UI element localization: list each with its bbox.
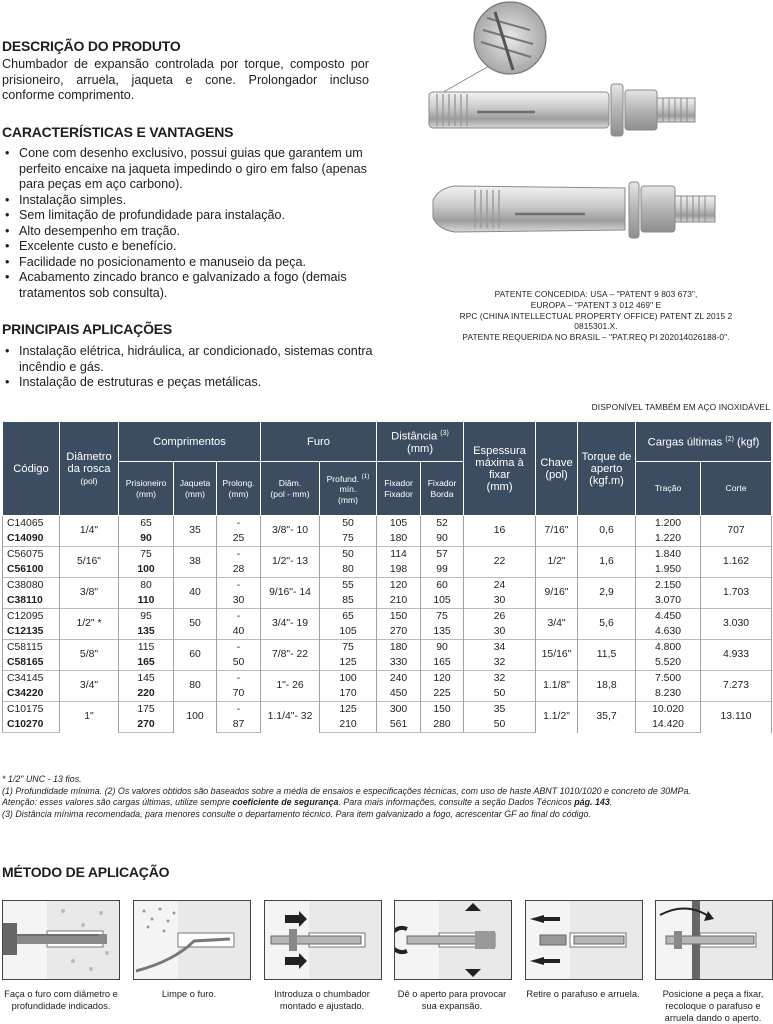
cell-dist-fixador: 180 — [377, 531, 421, 547]
cell-jaqueta: 50 — [174, 609, 217, 640]
subheader-fixador-fixador: Fixador Fixador — [377, 462, 421, 516]
cell-codigo: C10175 — [3, 702, 60, 718]
cell-profund: 50 — [320, 516, 377, 532]
cell-chave: 15/16" — [536, 640, 578, 671]
cell-dist-borda: 99 — [421, 562, 464, 578]
cell-profund: 210 — [320, 717, 377, 733]
note-line: * 1/2" UNC - 13 fios. — [2, 774, 82, 784]
cell-jaqueta: 38 — [174, 547, 217, 578]
table-row — [3, 624, 772, 640]
step-5-caption: Retire o parafuso e arruela. — [526, 989, 640, 999]
cell-dist-borda: 150 — [421, 702, 464, 718]
cell-diametro: 5/8" — [60, 640, 119, 671]
table-row — [3, 686, 772, 702]
cell-prisioneiro: 270 — [119, 717, 174, 733]
step-1-caption: Faça o furo com diâmetro e profundidade indicados. — [4, 989, 118, 1011]
cell-jaqueta: 40 — [174, 578, 217, 609]
table-row — [3, 531, 772, 547]
table-row — [3, 702, 772, 718]
cell-prisioneiro: 135 — [119, 624, 174, 640]
cell-furo-diam: 9/16"- 14 — [261, 578, 320, 609]
cell-prolong: - — [217, 547, 261, 563]
cell-codigo: C38080 — [3, 578, 60, 594]
product-description: Chumbador de expansão controlada por torque, composto por prisioneiro, arruela, jaqueta e cone. Prolongador incluso conforme comprimento. — [2, 57, 369, 102]
cell-espessura: 24 — [464, 578, 536, 594]
applications-list — [2, 344, 386, 391]
subheader-jaqueta: Jaqueta (mm) — [174, 462, 217, 516]
table-row — [3, 562, 772, 578]
cell-dist-borda: 90 — [421, 531, 464, 547]
feature-item: • Excelente custo e benefício. — [2, 239, 370, 255]
cell-dist-borda: 57 — [421, 547, 464, 563]
cell-corte: 707 — [701, 516, 772, 547]
feature-item: • Instalação simples. — [2, 193, 370, 209]
cell-dist-fixador: 300 — [377, 702, 421, 718]
header-chave: Chave (pol) — [536, 422, 578, 516]
note-line: (1) Profundidade mínima. (2) Os valores obtidos são baseados sobre a média de ensaios e especificações técnicas, com uso de haste ABNT 1010/1020 e concreto de 30MPa. — [2, 785, 691, 796]
cell-codigo: C34220 — [3, 686, 60, 702]
cell-codigo: C58165 — [3, 655, 60, 671]
section-title-caracteristicas: CARACTERÍSTICAS E VANTAGENS — [2, 124, 234, 140]
cell-codigo: C14090 — [3, 531, 60, 547]
cell-espessura: 26 — [464, 609, 536, 625]
cell-furo-diam: 3/8"- 10 — [261, 516, 320, 547]
cell-corte: 7.273 — [701, 671, 772, 702]
table-row — [3, 717, 772, 733]
cell-codigo: C58115 — [3, 640, 60, 656]
cell-prisioneiro: 65 — [119, 516, 174, 532]
cell-profund: 100 — [320, 671, 377, 687]
cell-prolong: - — [217, 516, 261, 532]
cell-torque: 1,6 — [578, 547, 636, 578]
cell-dist-borda: 135 — [421, 624, 464, 640]
cell-profund: 75 — [320, 640, 377, 656]
table-notes — [2, 774, 770, 820]
header-comprimentos: Comprimentos — [119, 422, 261, 462]
cell-prolong: 40 — [217, 624, 261, 640]
cell-prisioneiro: 90 — [119, 531, 174, 547]
cell-tracao: 4.450 — [636, 609, 701, 625]
cell-prolong: 25 — [217, 531, 261, 547]
cell-jaqueta: 60 — [174, 640, 217, 671]
cell-corte: 4.933 — [701, 640, 772, 671]
cell-furo-diam: 7/8"- 22 — [261, 640, 320, 671]
section-title-metodo: MÉTODO DE APLICAÇÃO — [2, 864, 170, 880]
step-6-illustration — [655, 900, 773, 980]
cell-dist-borda: 52 — [421, 516, 464, 532]
cell-diametro: 3/8" — [60, 578, 119, 609]
cell-prisioneiro: 95 — [119, 609, 174, 625]
step-1-illustration — [2, 900, 120, 980]
cell-furo-diam: 1/2"- 13 — [261, 547, 320, 578]
cell-espessura: 16 — [464, 516, 536, 547]
cell-codigo: C38110 — [3, 593, 60, 609]
cell-dist-borda: 225 — [421, 686, 464, 702]
cell-prisioneiro: 75 — [119, 547, 174, 563]
cell-chave: 3/4" — [536, 609, 578, 640]
header-furo: Furo — [261, 422, 377, 462]
cell-chave: 1/2" — [536, 547, 578, 578]
cell-codigo: C12135 — [3, 624, 60, 640]
cell-chave: 7/16" — [536, 516, 578, 547]
cell-diametro: 5/16" — [60, 547, 119, 578]
step-4-caption: Dê o aperto para provocar sua expansão. — [397, 989, 507, 1011]
header-torque: Torque de aperto (kgf.m) — [578, 422, 636, 516]
cell-profund: 50 — [320, 547, 377, 563]
cell-furo-diam: 3/4"- 19 — [261, 609, 320, 640]
cell-prisioneiro: 80 — [119, 578, 174, 594]
cell-espessura: 50 — [464, 717, 536, 733]
cell-prolong: - — [217, 702, 261, 718]
cell-tracao: 4.630 — [636, 624, 701, 640]
header-distancia: Distância $^{(3)}$ (mm) — [377, 422, 464, 462]
cell-torque: 0,6 — [578, 516, 636, 547]
table-row — [3, 547, 772, 563]
step-4-illustration — [394, 900, 512, 980]
header-cargas: Cargas últimas $^{(2)}$ (kgf) — [636, 422, 772, 462]
cell-torque: 18,8 — [578, 671, 636, 702]
cell-dist-borda: 90 — [421, 640, 464, 656]
note-line: Atenção: esses valores são cargas últimas, utilize sempre coeficiente de segurança. Para mais informações, consulte a seção Dados Técnicos pág. 143. — [2, 797, 613, 807]
application-item: • Instalação elétrica, hidráulica, ar condicionado, sistemas contra incêndio e gás. — [2, 344, 386, 375]
cell-chave: 1.1/8" — [536, 671, 578, 702]
cell-prolong: - — [217, 578, 261, 594]
cell-dist-fixador: 210 — [377, 593, 421, 609]
cell-furo-diam: 1"- 26 — [261, 671, 320, 702]
cell-espessura: 32 — [464, 655, 536, 671]
cell-jaqueta: 100 — [174, 702, 217, 733]
cell-prolong: - — [217, 640, 261, 656]
spec-table — [2, 421, 772, 733]
patent-line: EUROPA – "PATENT 3 012 469" E — [530, 299, 662, 310]
cell-prisioneiro: 175 — [119, 702, 174, 718]
cell-prolong: 50 — [217, 655, 261, 671]
table-row — [3, 593, 772, 609]
cell-tracao: 1.950 — [636, 562, 701, 578]
product-anchor-illustration — [415, 0, 765, 270]
cell-jaqueta: 35 — [174, 516, 217, 547]
cell-profund: 125 — [320, 655, 377, 671]
cell-espessura: 32 — [464, 671, 536, 687]
cell-dist-fixador: 240 — [377, 671, 421, 687]
cell-tracao: 8.230 — [636, 686, 701, 702]
step-3-illustration — [264, 900, 382, 980]
subheader-prisioneiro: Prisioneiro (mm) — [119, 462, 174, 516]
cell-corte: 1.703 — [701, 578, 772, 609]
cell-furo-diam: 1.1/4"- 32 — [261, 702, 320, 733]
subheader-diam: Diâm. (pol - mm) — [261, 462, 320, 516]
cell-tracao: 1.220 — [636, 531, 701, 547]
header-espessura: Espessura máxima à fixar (mm) — [464, 422, 536, 516]
header-codigo: Código — [3, 422, 60, 516]
cell-codigo: C56075 — [3, 547, 60, 563]
feature-item: • Sem limitação de profundidade para instalação. — [2, 208, 370, 224]
cell-tracao: 4.800 — [636, 640, 701, 656]
cell-torque: 11,5 — [578, 640, 636, 671]
cell-jaqueta: 80 — [174, 671, 217, 702]
cell-tracao: 2.150 — [636, 578, 701, 594]
cell-profund: 125 — [320, 702, 377, 718]
table-row — [3, 516, 772, 532]
cell-dist-fixador: 114 — [377, 547, 421, 563]
cell-prisioneiro: 145 — [119, 671, 174, 687]
cell-corte: 13.110 — [701, 702, 772, 733]
cell-chave: 9/16" — [536, 578, 578, 609]
table-row — [3, 655, 772, 671]
feature-item: • Cone com desenho exclusivo, possui guias que garantem um perfeito encaixe na jaqueta impedindo o giro em falso (apenas para peças em aço carbono). — [2, 146, 370, 193]
cell-dist-fixador: 198 — [377, 562, 421, 578]
cell-codigo: C56100 — [3, 562, 60, 578]
section-title-descricao: DESCRIÇÃO DO PRODUTO — [2, 38, 181, 54]
cell-dist-fixador: 270 — [377, 624, 421, 640]
cell-torque: 5,6 — [578, 609, 636, 640]
subheader-tracao: Tração — [636, 462, 701, 516]
cell-prolong: 87 — [217, 717, 261, 733]
table-row — [3, 578, 772, 594]
cell-diametro: 1" — [60, 702, 119, 733]
table-row — [3, 671, 772, 687]
step-2-illustration — [133, 900, 251, 980]
cell-codigo: C34145 — [3, 671, 60, 687]
cell-espessura: 30 — [464, 624, 536, 640]
cell-prolong: - — [217, 609, 261, 625]
table-row — [3, 609, 772, 625]
cell-chave: 1.1/2" — [536, 702, 578, 733]
cell-tracao: 7.500 — [636, 671, 701, 687]
cell-espessura: 22 — [464, 547, 536, 578]
cell-tracao: 3.070 — [636, 593, 701, 609]
cell-espessura: 50 — [464, 686, 536, 702]
cell-dist-fixador: 180 — [377, 640, 421, 656]
cell-profund: 65 — [320, 609, 377, 625]
stainless-availability-note: DISPONÍVEL TAMBÉM EM AÇO INOXIDÁVEL — [591, 402, 770, 412]
cell-codigo: C10270 — [3, 717, 60, 733]
cell-codigo: C14065 — [3, 516, 60, 532]
cell-diametro: 1/2" * — [60, 609, 119, 640]
note-line: (3) Distância mínima recomendada, para menores consulte o departamento técnico. Para item galvanizado a fogo, acrescentar GF ao final do código. — [2, 808, 591, 819]
cell-dist-fixador: 330 — [377, 655, 421, 671]
cell-prolong: 28 — [217, 562, 261, 578]
feature-item: • Facilidade no posicionamento e manuseio da peça. — [2, 255, 370, 271]
features-list — [2, 146, 370, 301]
cell-dist-fixador: 450 — [377, 686, 421, 702]
cell-prolong: 30 — [217, 593, 261, 609]
cell-dist-borda: 280 — [421, 717, 464, 733]
cell-dist-borda: 120 — [421, 671, 464, 687]
cell-prisioneiro: 115 — [119, 640, 174, 656]
cell-dist-borda: 75 — [421, 609, 464, 625]
feature-item: • Acabamento zincado branco e galvanizado a fogo (demais tratamentos sob consulta). — [2, 270, 370, 301]
step-5-illustration — [525, 900, 643, 980]
cell-tracao: 14.420 — [636, 717, 701, 733]
cell-corte: 3.030 — [701, 609, 772, 640]
cell-dist-borda: 60 — [421, 578, 464, 594]
patent-line: PATENTE REQUERIDA NO BRASIL – "PAT.REQ PI 202014026188-0". — [462, 332, 730, 343]
subheader-profund: Profund. $^{(1)}$ mín. (mm) — [320, 462, 377, 516]
patent-line: RPC (CHINA INTELLECTUAL PROPERTY OFFICE) PATENT ZL 2015 2 0815301.X. — [459, 310, 733, 332]
cell-prisioneiro: 165 — [119, 655, 174, 671]
cell-prisioneiro: 220 — [119, 686, 174, 702]
patent-info — [438, 289, 754, 343]
cell-dist-fixador: 120 — [377, 578, 421, 594]
feature-item: • Alto desempenho em tração. — [2, 224, 370, 240]
cell-corte: 1.162 — [701, 547, 772, 578]
cell-codigo: C12095 — [3, 609, 60, 625]
cell-diametro: 3/4" — [60, 671, 119, 702]
cell-prolong: 70 — [217, 686, 261, 702]
cell-prolong: - — [217, 671, 261, 687]
cell-espessura: 30 — [464, 593, 536, 609]
section-title-aplicacoes: PRINCIPAIS APLICAÇÕES — [2, 321, 173, 337]
cell-profund: 80 — [320, 562, 377, 578]
cell-espessura: 35 — [464, 702, 536, 718]
cell-dist-borda: 105 — [421, 593, 464, 609]
cell-profund: 105 — [320, 624, 377, 640]
cell-tracao: 5.520 — [636, 655, 701, 671]
cell-prisioneiro: 110 — [119, 593, 174, 609]
cell-espessura: 34 — [464, 640, 536, 656]
step-3-caption: Introduza o chumbador montado e ajustado. — [274, 989, 370, 1011]
cell-profund: 75 — [320, 531, 377, 547]
cell-profund: 85 — [320, 593, 377, 609]
cell-dist-fixador: 561 — [377, 717, 421, 733]
subheader-corte: Corte — [701, 462, 772, 516]
cell-prisioneiro: 100 — [119, 562, 174, 578]
cell-profund: 170 — [320, 686, 377, 702]
patent-line: PATENTE CONCEDIDA: USA – "PATENT 9 803 673", — [494, 289, 698, 299]
cell-torque: 35,7 — [578, 702, 636, 733]
step-6-caption: Posicione a peça a fixar, recoloque o parafuso e arruela dando o aperto. — [662, 989, 764, 1023]
subheader-prolong: Prolong. (mm) — [217, 462, 261, 516]
header-diametro: Diâmetro da rosca (pol) — [60, 422, 119, 516]
cell-dist-borda: 165 — [421, 655, 464, 671]
table-row — [3, 640, 772, 656]
subheader-fixador-borda: Fixador Borda — [421, 462, 464, 516]
step-2-caption: Limpe o furo. — [161, 989, 217, 999]
cell-profund: 55 — [320, 578, 377, 594]
cell-dist-fixador: 105 — [377, 516, 421, 532]
cell-torque: 2,9 — [578, 578, 636, 609]
application-item: • Instalação de estruturas e peças metálicas. — [2, 375, 386, 391]
cell-dist-fixador: 150 — [377, 609, 421, 625]
cell-tracao: 1.200 — [636, 516, 701, 532]
cell-tracao: 10.020 — [636, 702, 701, 718]
cell-diametro: 1/4" — [60, 516, 119, 547]
cell-tracao: 1.840 — [636, 547, 701, 563]
